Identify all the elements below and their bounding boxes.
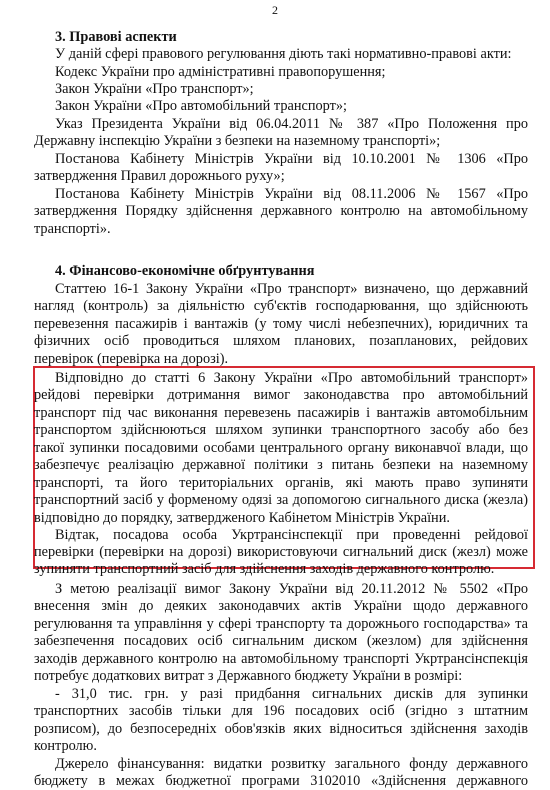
section-4-heading: 4. Фінансово-економічне обґрунтування [55, 263, 315, 279]
section-4-line: заходів державного контролю на автомобільному транспорті Укртрансінспекція [34, 651, 528, 667]
section-4-line: - 31,0 тис. грн. у разі придбання сигнальних дисків для зупинки [55, 686, 528, 702]
section-4-line: внесення змін до деяких законодавчих актів України щодо державного [34, 598, 528, 614]
section-4-line: забезпечення посадових осіб сигнальним диском (жезлом) для здійснення [34, 633, 528, 649]
section-4-line: перевірок (перевірка на дорозі). [34, 351, 229, 367]
section-3-line: Державну інспекцію України з безпеки на наземному транспорті»; [34, 133, 441, 149]
section-3-line: У даній сфері правового регулювання діють такі нормативно-правові акти: [55, 46, 512, 62]
section-3-line: Постанова Кабінету Міністрів України від 08.11.2006 № 1567 «Про [55, 186, 528, 202]
section-4-line: транспортних засобів тільки для 196 посадових осіб (згідно з штатним [34, 703, 528, 719]
section-3-line: транспорті». [34, 221, 111, 237]
section-4-line: З метою реалізації вимог Закону України від 20.11.2012 № 5502 «Про [55, 581, 528, 597]
section-4-line: бюджету в межах бюджетної програми 3102010 «Здійснення державного [34, 773, 528, 789]
highlighted-line: Відповідно до статті 6 Закону України «Про автомобільний транспорт» [55, 370, 528, 386]
section-3-line: Постанова Кабінету Міністрів України від 10.10.2001 № 1306 «Про [55, 151, 528, 167]
section-4-line: Статтею 16-1 Закону України «Про транспорт» визначено, що державний [55, 281, 528, 297]
highlighted-line: зупиняти транспортний засіб для здійснення заходів державного контролю. [34, 561, 495, 577]
highlighted-line: відповідно до порядку, затвердженого Кабінетом Міністрів України. [34, 510, 450, 526]
section-3-line: Закон України «Про автомобільний транспорт»; [55, 98, 347, 114]
highlighted-line: Відтак, посадова особа Укртрансінспекції при проведенні рейдової [55, 527, 528, 543]
section-4-line: розписом), до безпосередніх обов'язків яких відноситься здійснення заходів [34, 721, 528, 737]
section-4-line: фізичних осіб проводиться шляхом планових, позапланових, рейдових [34, 333, 528, 349]
highlighted-line: транспорт під час виконання перевезень пасажирів і вантажів автомобільним [34, 405, 528, 421]
section-3-line: затвердження Порядку здійснення державного контролю на автомобільному [34, 203, 528, 219]
section-4-line: Джерело фінансування: видатки розвитку загального фонду державного [55, 756, 528, 772]
highlighted-line: транспорті, та його територіальних органів, які мають право зупиняти [34, 475, 528, 491]
section-4-line: регулювання та управління у сфері транспорту та дорожнього господарства» та [34, 616, 528, 632]
highlighted-line: такої зупинки посадовими особами центрального органу виконавчої влади, що [34, 440, 528, 456]
section-3-heading: 3. Правові аспекти [55, 29, 177, 45]
section-4-line: потребує додаткових витрат з Державного бюджету України в розмірі: [34, 668, 463, 684]
highlighted-line: забезпечує реалізацію державної політики з питань безпеки на наземному [34, 457, 528, 473]
highlighted-line: транспортний засіб у форменому одязі за допомогою сигнального диска (жезла) [34, 492, 528, 508]
page-number: 2 [272, 3, 278, 17]
section-4-line: контролю. [34, 738, 97, 754]
section-4-line: перевезення пасажирів і вантажів (у тому числі небезпечних), юридичних та [34, 316, 528, 332]
section-4-line: нагляд (контроль) за діяльністю суб'єктів господарювання, що здійснюють [34, 298, 528, 314]
section-3-line: затвердження Правил дорожнього руху»; [34, 168, 285, 184]
highlighted-line: рейдові перевірки дотримання вимог законодавства про автомобільний [34, 387, 528, 403]
section-3-line: Закон України «Про транспорт»; [55, 81, 254, 97]
section-3-line: Кодекс України про адміністративні правопорушення; [55, 64, 386, 80]
highlighted-line: транспортом здійснюються шляхом зупинки транспортного засобу або без [34, 422, 528, 438]
section-3-line: Указ Президента України від 06.04.2011 № 387 «Про Положення про [55, 116, 528, 132]
highlighted-line: перевірки (перевірки на дорозі) використовуючи сигнальний диск (жезл) може [34, 544, 528, 560]
